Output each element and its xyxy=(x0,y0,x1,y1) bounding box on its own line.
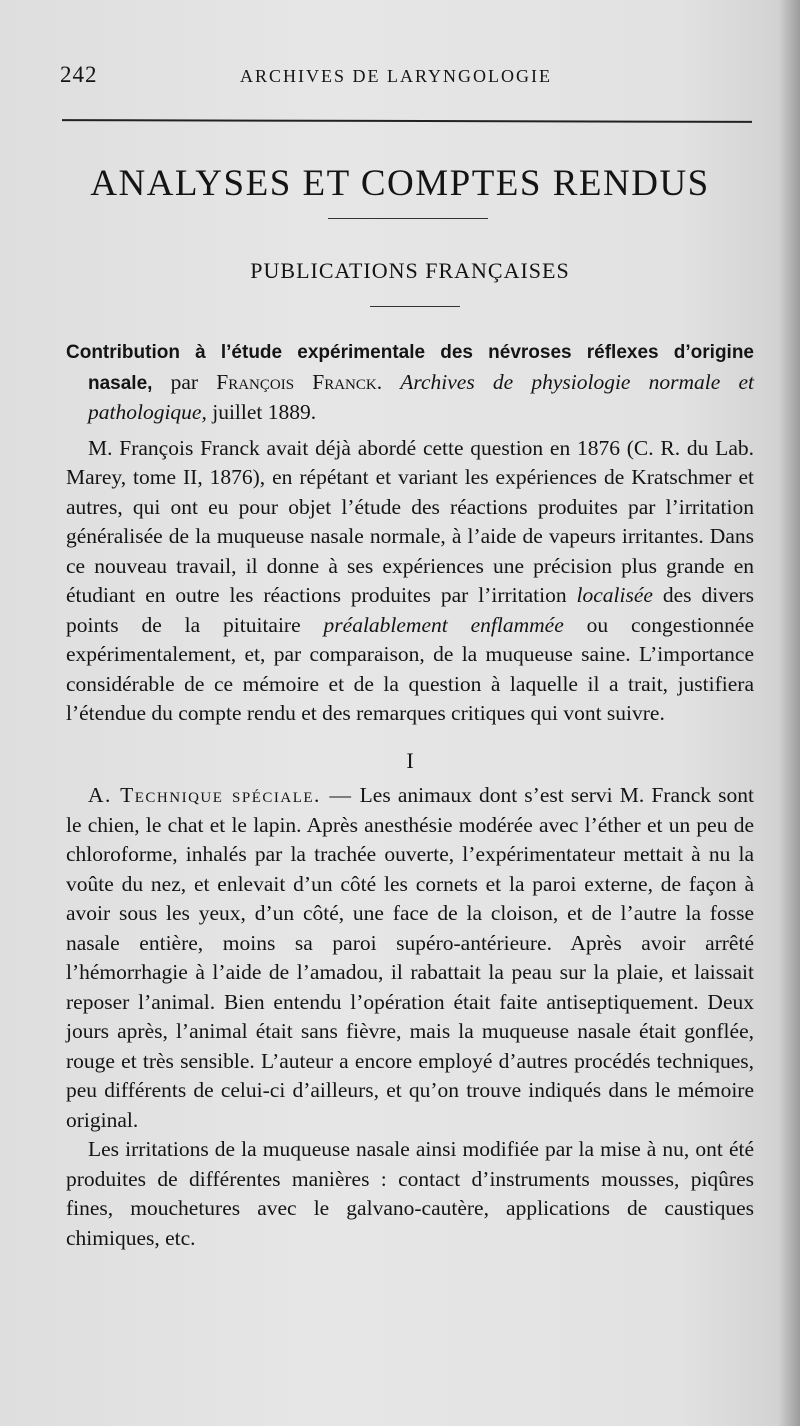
page-edge-shadow xyxy=(778,0,800,1426)
article-author: François Franck. xyxy=(216,369,383,394)
subtitle-divider xyxy=(370,306,460,307)
running-head: ARCHIVES DE LARYNGOLOGIE xyxy=(240,66,552,86)
intro-text-1: M. François Franck avait déjà abordé cette question en 1876 (C. R. du Lab. Marey, tome II, 1876), en répétant et variant les expériences de Kratschmer et autres, qui ont eu pour objet l’étude des réactions produites par l’irritation généralisée de la muqueuse nasale normale, à l’aide de vapeurs irritantes. Dans ce nouveau travail, il donne à ses expériences une précision plus grande en étudiant en outre les réactions produites par l’irritation xyxy=(66,435,754,607)
journal-date: juillet 1889. xyxy=(212,400,317,424)
technique-paragraph xyxy=(66,781,754,1135)
header-rule xyxy=(62,119,752,123)
page-number: 242 xyxy=(60,62,98,87)
article-by: par xyxy=(170,369,199,394)
intro-emphasis-2: préalablement enflammée xyxy=(323,612,564,637)
technique-label: A. Technique spéciale. — xyxy=(88,783,353,807)
journal-name: Archives de physiologie normale et pathologique, xyxy=(88,369,755,424)
title-divider xyxy=(328,218,488,219)
article-title: Contribution à l’étude expérimentale des névroses réflexes d’origine nasale, xyxy=(66,342,754,394)
sub-title: PUBLICATIONS FRANÇAISES xyxy=(250,258,570,283)
irritation-paragraph: Les irritations de la muqueuse nasale ainsi modifiée par la mise à nu, ont été produites de différentes manières : contact d’instruments mousses, piqûres fines, mouchetures avec le galvano-cautère, applications de caustiques chimiques, etc. xyxy=(66,1137,754,1250)
page-header xyxy=(60,60,740,94)
intro-text-3: ou congestionnée expérimentalement, et, par comparaison, de la muqueuse saine. L’importance considérable de ce mémoire et de la question à laquelle il a trait, justifiera l’étendue du compte rendu et des remarques critiques qui vont suivre. xyxy=(66,612,754,725)
intro-emphasis-1: localisée xyxy=(576,583,653,607)
article-citation xyxy=(66,337,754,428)
section-title: ANALYSES ET COMPTES RENDUS xyxy=(90,163,710,204)
roman-numeral-heading: I xyxy=(406,747,414,773)
technique-text: Les animaux dont s’est servi M. Franck sont le chien, le chat et le lapin. Après anesthésie modérée avec l’éther et un peu de chloroforme, inhalés par la trachée ouverte, l’expérimentateur mettait à nu la voûte du nez, et enlevait d’un côté les cornets et la paroi externe, de façon à avoir sous les yeux, d’un côté, une face de la cloison, et de l’autre la fosse nasale entière, moins sa paroi supéro-antérieure. Après avoir arrêté l’hémorrhagie à l’aide de l’amadou, il rabattait la peau sur la plaie, et laissait reposer l’animal. Bien entendu l’opération était faite antiseptiquement. Deux jours après, l’animal était sans fièvre, mais la muqueuse nasale était gonflée, rouge et très sensible. L’auteur a encore employé d’autres procédés techniques, peu différents de celui-ci d’ailleurs, et qu’on trouve indiqués dans le mémoire original. xyxy=(66,783,754,1132)
intro-paragraph xyxy=(66,434,754,729)
article-body xyxy=(66,337,754,1253)
intro-text-2: des divers points de la pituitaire xyxy=(66,583,755,637)
